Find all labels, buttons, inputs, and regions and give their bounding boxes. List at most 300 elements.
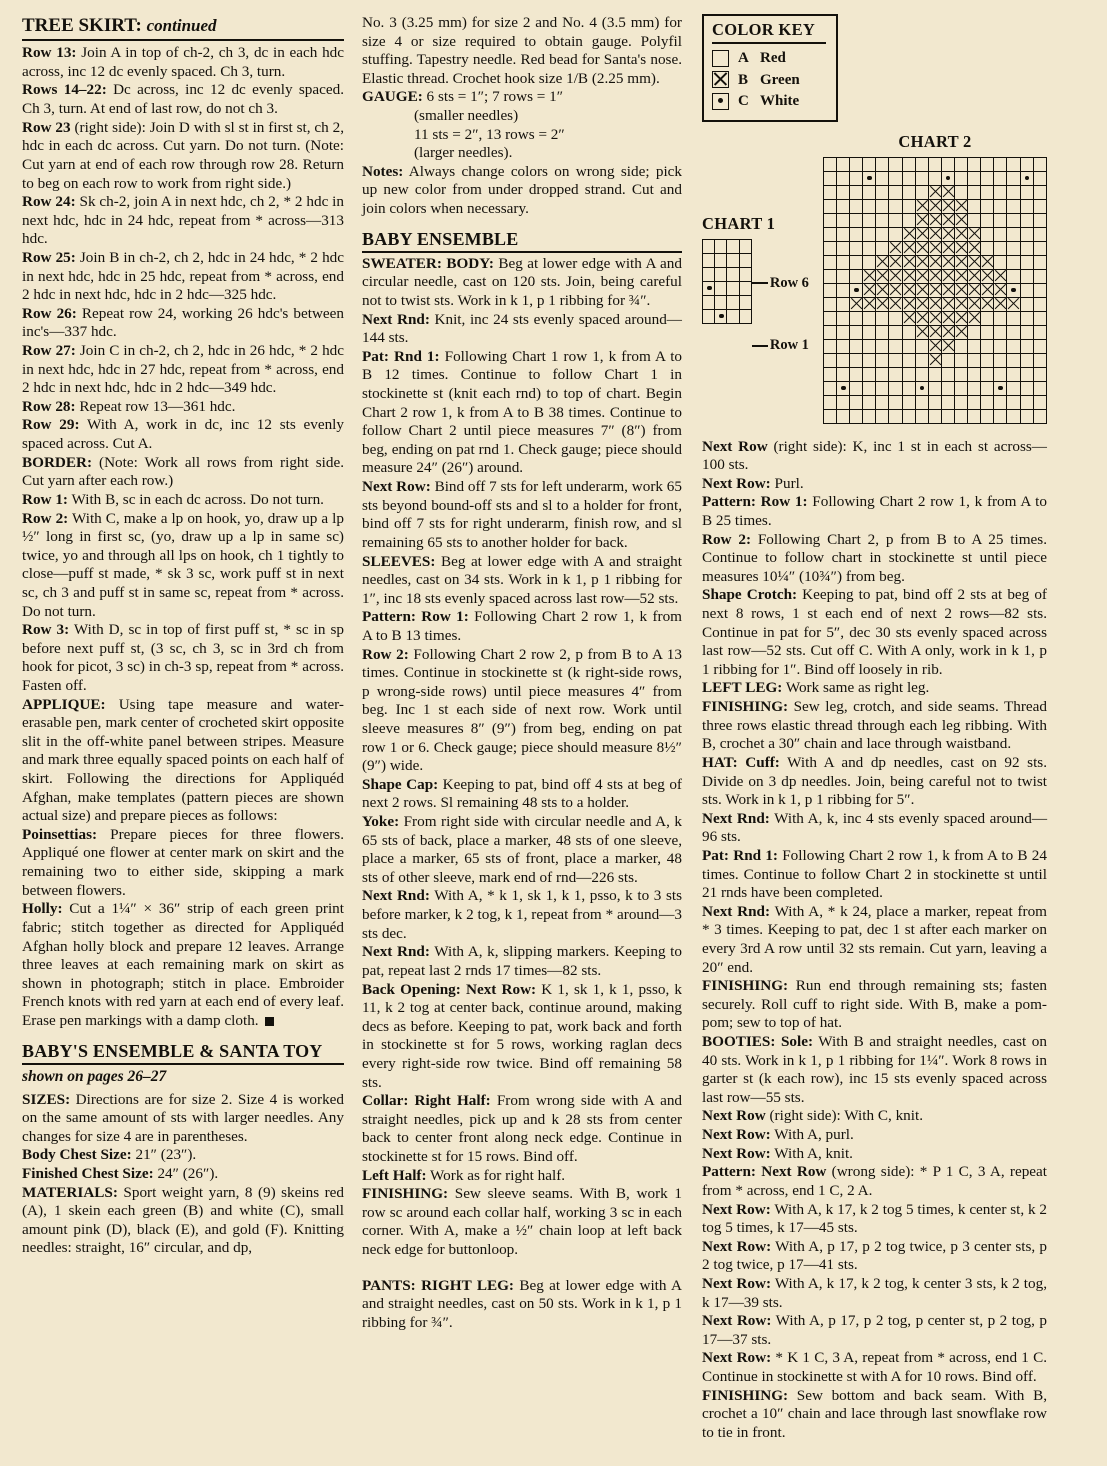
chart-cell-A — [941, 381, 954, 395]
chart-cell-B — [941, 297, 954, 311]
chart-cell-A — [1020, 185, 1033, 199]
paragraph — [362, 1277, 682, 1333]
chart-cell-A — [876, 171, 889, 185]
chart-cell-B — [928, 227, 941, 241]
chart-row — [823, 409, 1046, 423]
para-text: (right side): K, inc 1 st in each st across—100 sts. — [702, 437, 1047, 474]
chart-cell-A — [837, 199, 850, 213]
chart-cell-A — [823, 241, 836, 255]
chart-cell-A — [889, 227, 902, 241]
chart-cell-A — [968, 185, 981, 199]
chart-cell-A — [1033, 157, 1046, 171]
chart-cell-A — [715, 239, 727, 253]
chart-cell-B — [968, 311, 981, 325]
color-key-title: COLOR KEY — [712, 20, 826, 44]
chart-cell-C — [850, 283, 863, 297]
chart-cell-A — [1020, 409, 1033, 423]
para-label: SIZES: — [22, 1090, 71, 1108]
chart-cell-A — [1033, 283, 1046, 297]
chart-cell-A — [850, 157, 863, 171]
chart-cell-A — [889, 213, 902, 227]
chart-cell-A — [928, 157, 941, 171]
chart-cell-A — [850, 367, 863, 381]
chart-row — [823, 171, 1046, 185]
para-label: Shape Cap: — [362, 775, 439, 793]
chart-cell-B — [941, 255, 954, 269]
para-text: Join B in ch-2, ch 2, hdc in 24 hdc, * 2 hdc in next hdc, hdc in 25 hdc, repeat from * across, end 2 hdc in next hdc, hdc in 2 hdc—325 hdc. — [22, 248, 344, 304]
column-left — [22, 14, 358, 1466]
chart-cell-A — [1020, 157, 1033, 171]
chart-cell-B — [889, 297, 902, 311]
chart-cell-B — [928, 269, 941, 283]
chart-cell-B — [928, 241, 941, 255]
paragraph — [702, 586, 1047, 679]
paragraph — [702, 679, 1047, 698]
paragraph — [362, 646, 682, 776]
chart-cell-A — [1007, 367, 1020, 381]
chart-cell-A — [955, 157, 968, 171]
para-text: No. 3 (3.25 mm) for size 2 and No. 4 (3.5 mm) for size 4 or size required to obtain gauge. Polyfil stuffing. Tapestry needle. Red bead for Santa's nose. Elastic thread. Crochet hook size 1/B (2.25 mm). — [362, 14, 682, 87]
para-text: With A, p 17, p 2 tog, p center st, p 2 tog, p 17—37 sts. — [702, 1312, 1047, 1348]
para-label: Next Row — [702, 1107, 766, 1125]
chart-cell-A — [994, 227, 1007, 241]
chart-cell-A — [823, 339, 836, 353]
paragraph — [702, 754, 1047, 810]
chart-cell-A — [902, 409, 915, 423]
para-label: Finished Chest Size: — [22, 1165, 154, 1183]
para-label: Row 2: — [22, 509, 69, 527]
para-text: With A, k, slipping markers. Keeping to pat, repeat last 2 rnds 17 times—82 sts. — [362, 943, 682, 979]
chart-cell-A — [837, 339, 850, 353]
para-text: With D, sc in top of first puff st, * sc in sp before next puff st, (3 sc, ch 3, sc in 3rd ch from hook for picot, 3 sc) in ch-3 sp, repeat from * across. Fasten off. — [22, 621, 344, 694]
paragraph — [702, 1107, 1047, 1126]
chart-cell-A — [876, 367, 889, 381]
para-label: Yoke: — [362, 813, 400, 831]
chart-cell-A — [876, 311, 889, 325]
para-text: With A and dp needles, cast on 92 sts. Divide on 3 dp needles. Join, being careful not to twist sts. Work in k 1, p 1 ribbing for 5″. — [702, 753, 1047, 809]
chart-cell-B — [915, 241, 928, 255]
paragraph — [362, 887, 682, 943]
chart-cell-A — [889, 199, 902, 213]
chart-cell-B — [915, 311, 928, 325]
chart-cell-A — [889, 311, 902, 325]
chart-cell-A — [850, 227, 863, 241]
gauge-line: (smaller needles) — [414, 107, 519, 125]
paragraph — [362, 813, 682, 887]
chart-cell-A — [994, 241, 1007, 255]
chart-cell-A — [1033, 185, 1046, 199]
chart-cell-B — [863, 283, 876, 297]
para-text: Beg at lower edge with A and straight needles, cast on 50 sts. Work in k 1, p 1 ribbing for ¾″. — [362, 1276, 682, 1331]
paragraph — [702, 438, 1047, 475]
chart-cell-B — [955, 227, 968, 241]
para-label: Row 29: — [22, 416, 80, 434]
chart-cell-B — [941, 241, 954, 255]
chart-cell-A — [968, 199, 981, 213]
chart-cell-B — [915, 213, 928, 227]
paragraph — [22, 1091, 344, 1147]
chart-cell-B — [981, 283, 994, 297]
chart-cell-B — [955, 283, 968, 297]
chart-cell-A — [1033, 297, 1046, 311]
chart-cell-A — [703, 309, 715, 323]
chart-cell-B — [902, 227, 915, 241]
chart-cell-A — [1020, 227, 1033, 241]
chart-cell-A — [876, 381, 889, 395]
para-label: Collar: Right Half: — [362, 1092, 491, 1110]
para-text: Run end through remaining sts; fasten securely. Roll cuff to right side. With B, make a pom-pom; sew to top of hat. — [702, 977, 1047, 1032]
paragraph — [702, 847, 1047, 903]
chart2-grid — [823, 157, 1047, 424]
chart-cell-A — [837, 325, 850, 339]
para-text: Always change colors on wrong side; pick up new color from under dropped strand. Cut and join colors when necessary. — [362, 162, 682, 218]
chart-cell-A — [994, 171, 1007, 185]
chart-row — [823, 311, 1046, 325]
chart-cell-B — [955, 311, 968, 325]
para-text: With A, work in dc, inc 12 sts evenly spaced across. Cut A. — [22, 416, 344, 453]
chart-cell-B — [968, 241, 981, 255]
para-text: Sk ch-2, join A in next hdc, ch 2, * 2 hdc in next hdc, hdc in 24 hdc, repeat from * across—313 hdc. — [22, 193, 344, 248]
para-label: Row 2: — [702, 530, 751, 548]
chart-cell-B — [915, 199, 928, 213]
para-text: (right side): Join D with sl st in first st, ch 2, hdc in each dc across. Cut yarn. Do not turn. (Note: Cut yarn at end of each row through row 28. Return to beg on each row to work from right side.) — [22, 118, 344, 192]
chart-cell-A — [850, 185, 863, 199]
chart-cell-B — [850, 297, 863, 311]
para-text: Knit, inc 24 sts evenly spaced around—144 sts. — [362, 310, 682, 347]
chart-cell-A — [739, 281, 751, 295]
page-title-continued: continued — [146, 16, 217, 35]
para-label: Next Row: — [702, 1349, 772, 1367]
chart-row — [703, 281, 752, 295]
chart-cell-A — [837, 367, 850, 381]
chart-cell-A — [850, 325, 863, 339]
chart-cell-B — [955, 297, 968, 311]
chart-cell-A — [902, 353, 915, 367]
chart-cell-A — [1020, 381, 1033, 395]
chart-row — [823, 255, 1046, 269]
chart-cell-A — [994, 255, 1007, 269]
para-label: HAT: Cuff: — [702, 753, 780, 771]
para-label: FINISHING: — [702, 698, 789, 716]
chart-cell-B — [941, 199, 954, 213]
chart-cell-B — [889, 269, 902, 283]
para-text: Work same as right leg. — [782, 679, 930, 697]
chart-cell-B — [902, 269, 915, 283]
chart-row — [823, 381, 1046, 395]
paragraph — [362, 1167, 682, 1186]
chart-cell-B — [955, 241, 968, 255]
chart-cell-A — [1020, 199, 1033, 213]
para-label: Row 2: — [362, 645, 409, 663]
chart-cell-A — [915, 339, 928, 353]
chart-cell-A — [941, 409, 954, 423]
page-title — [22, 14, 344, 41]
paragraph — [702, 1312, 1047, 1349]
paragraph — [22, 249, 344, 305]
chart-cell-A — [850, 395, 863, 409]
chart-cell-A — [739, 309, 751, 323]
paragraph — [22, 621, 344, 695]
chart-cell-A — [727, 253, 739, 267]
para-label: Row 25: — [22, 248, 76, 266]
chart-cell-A — [727, 309, 739, 323]
chart-row — [823, 297, 1046, 311]
chart-cell-A — [994, 185, 1007, 199]
chart-cell-A — [1007, 269, 1020, 283]
chart-cell-A — [1033, 325, 1046, 339]
chart-cell-A — [876, 325, 889, 339]
row-label-text: Row 1 — [769, 336, 809, 353]
para-text: Repeat row 13—361 hdc. — [75, 397, 236, 415]
chart-cell-B — [941, 185, 954, 199]
chart-cell-B — [941, 227, 954, 241]
chart-cell-A — [837, 157, 850, 171]
chart-cell-B — [928, 339, 941, 353]
chart-cell-A — [941, 353, 954, 367]
chart-cell-B — [968, 255, 981, 269]
para-text: With A, * k 24, place a marker, repeat from * 3 times. Keeping to pat, dec 1 st after each marker on every 3rd A row until 32 sts remain. Cut yarn, leaving a 20″ end. — [702, 902, 1048, 976]
chart-cell-B — [968, 283, 981, 297]
chart-row — [823, 185, 1046, 199]
chart-cell-A — [955, 381, 968, 395]
chart-cell-A — [928, 367, 941, 381]
color-key-name: Green — [760, 71, 800, 88]
chart1-row1-label — [752, 337, 809, 355]
chart-cell-A — [863, 339, 876, 353]
chart-cell-A — [915, 395, 928, 409]
paragraph — [362, 608, 682, 645]
chart-row — [823, 199, 1046, 213]
paragraph — [22, 44, 344, 81]
para-label: Next Row: — [702, 1312, 772, 1330]
paragraph — [702, 1033, 1047, 1107]
para-label: APPLIQUE: — [22, 695, 106, 713]
chart-cell-A — [968, 353, 981, 367]
chart-cell-A — [955, 395, 968, 409]
chart-cell-A — [1020, 395, 1033, 409]
chart-cell-A — [981, 185, 994, 199]
chart-cell-A — [981, 367, 994, 381]
chart-cell-A — [902, 157, 915, 171]
chart-cell-C — [715, 309, 727, 323]
chart-cell-A — [850, 213, 863, 227]
section-heading-babys-ensemble: BABY'S ENSEMBLE & SANTA TOY — [22, 1040, 344, 1065]
chart-cell-A — [823, 395, 836, 409]
para-label: Next Row: — [702, 1144, 771, 1162]
para-text: K 1, sk 1, k 1, psso, k 11, k 2 tog at center back, continue around, making decs as before. Keeping to pat, work back and forth in stockinette st for 5 rows, working raglan decs every right-side row twice. Bind off remaining 58 sts. — [362, 980, 683, 1091]
chart-cell-A — [850, 339, 863, 353]
paragraph — [362, 255, 682, 311]
chart-cell-A — [902, 185, 915, 199]
chart-row — [703, 253, 752, 267]
chart-row — [823, 367, 1046, 381]
chart-cell-A — [981, 353, 994, 367]
chart-cell-B — [876, 297, 889, 311]
para-label: Next Row: — [702, 1126, 771, 1144]
paragraph — [22, 342, 344, 398]
chart2-block — [823, 132, 1047, 423]
chart-cell-C — [863, 171, 876, 185]
paragraph — [702, 1126, 1047, 1145]
chart-cell-A — [837, 395, 850, 409]
chart-cell-A — [968, 381, 981, 395]
paragraph — [362, 1092, 682, 1166]
chart-cell-B — [889, 255, 902, 269]
chart-cell-A — [941, 367, 954, 381]
para-text: * K 1 C, 3 A, repeat from * across, end 1 C. Continue in stockinette st with A for 10 rows. Bind off. — [702, 1349, 1047, 1385]
chart-cell-A — [994, 199, 1007, 213]
para-label: Next Rnd: — [362, 943, 430, 961]
chart-cell-A — [994, 395, 1007, 409]
chart-cell-A — [876, 353, 889, 367]
paragraph — [362, 88, 682, 107]
chart-cell-C — [1020, 171, 1033, 185]
chart-cell-A — [1033, 227, 1046, 241]
chart-cell-A — [1007, 227, 1020, 241]
paragraph — [362, 981, 682, 1093]
chart-cell-C — [941, 171, 954, 185]
chart-cell-A — [955, 171, 968, 185]
para-text: Directions are for size 2. Size 4 is worked on the same amount of sts with larger needles. Any changes for size 4 are in parentheses. — [22, 1090, 344, 1145]
column-right — [696, 14, 1047, 1466]
para-text: Keeping to pat, bind off 2 sts at beg of next 8 rows, 1 st each end of next 2 rows—82 sts. Continue in pat for 5″, dec 30 sts evenly spaced across last row—52 sts. Cut off C. With A only, work in k 1, p 1 ribbing for 1″. Bind off loosely in rib. — [702, 586, 1047, 678]
para-label: BOOTIES: Sole: — [702, 1033, 814, 1051]
chart-cell-A — [928, 395, 941, 409]
chart-cell-A — [1007, 353, 1020, 367]
para-label: MATERIALS: — [22, 1183, 118, 1201]
paragraph — [22, 119, 344, 193]
chart-cell-B — [876, 269, 889, 283]
chart-cell-B — [955, 325, 968, 339]
para-text: (wrong side): * P 1 C, 3 A, repeat from * across, end 1 C, 2 A. — [702, 1163, 1047, 1199]
para-label: FINISHING: — [702, 1386, 789, 1404]
chart-cell-B — [994, 269, 1007, 283]
chart-cell-A — [727, 239, 739, 253]
para-label: Pattern: Next Row — [702, 1163, 827, 1181]
chart-cell-A — [1033, 353, 1046, 367]
chart-cell-A — [823, 367, 836, 381]
paragraph — [22, 454, 344, 491]
chart-cell-B — [902, 241, 915, 255]
chart-cell-A — [981, 199, 994, 213]
chart-cell-B — [915, 227, 928, 241]
paragraph — [22, 1146, 344, 1165]
chart-row — [823, 325, 1046, 339]
chart-cell-B — [981, 269, 994, 283]
paragraph — [362, 776, 682, 813]
chart-cell-A — [955, 409, 968, 423]
para-label: Row 23 — [22, 118, 71, 136]
para-text: With A, k 17, k 2 tog 5 times, k center st, k 2 tog 5 times, k 17—45 sts. — [702, 1200, 1047, 1237]
chart-cell-A — [1007, 325, 1020, 339]
chart-cell-B — [928, 297, 941, 311]
chart-cell-A — [837, 283, 850, 297]
color-key-letter: B — [738, 71, 749, 88]
chart-cell-A — [823, 325, 836, 339]
chart-cell-A — [876, 185, 889, 199]
chart-cell-A — [981, 171, 994, 185]
para-label: Left Half: — [362, 1166, 427, 1184]
para-text: With A, k, inc 4 sts evenly spaced around—96 sts. — [702, 809, 1048, 846]
chart-cell-A — [994, 409, 1007, 423]
chart-cell-A — [981, 227, 994, 241]
para-text: Join C in ch-2, ch 2, hdc in 26 hdc, * 2 hdc in next hdc, hdc in 27 hdc, repeat from * across, end 2 hdc in next hdc, hdc in 2 hdc—349 hdc. — [22, 342, 344, 397]
chart-cell-A — [739, 239, 751, 253]
chart-cell-A — [902, 325, 915, 339]
chart-cell-A — [850, 353, 863, 367]
chart-cell-A — [837, 185, 850, 199]
chart-cell-B — [915, 297, 928, 311]
symbol-cross-icon — [712, 71, 729, 88]
chart1-title: CHART 1 — [702, 214, 776, 234]
chart-cell-A — [823, 269, 836, 283]
chart-cell-A — [1020, 325, 1033, 339]
chart-cell-C — [915, 381, 928, 395]
chart-cell-B — [915, 325, 928, 339]
para-text: 21″ (23″). — [131, 1146, 197, 1164]
chart-cell-A — [994, 157, 1007, 171]
chart-cell-A — [837, 241, 850, 255]
para-label: Next Rnd: — [362, 887, 430, 905]
paragraph — [702, 1238, 1047, 1275]
chart-cell-B — [928, 185, 941, 199]
chart-row — [823, 241, 1046, 255]
chart-cell-A — [837, 227, 850, 241]
chart-row — [823, 353, 1046, 367]
chart-cell-A — [994, 213, 1007, 227]
para-label: Back Opening: Next Row: — [362, 980, 537, 998]
para-text: From right side with circular needle and A, k 65 sts of back, place a marker, 48 sts of one sleeve, place a marker, 65 sts of front, place a marker, 48 sts of other sleeve, mark end of rnd—226 sts. — [362, 813, 682, 886]
chart-cell-A — [823, 157, 836, 171]
chart-cell-B — [889, 241, 902, 255]
color-key-box — [702, 14, 838, 122]
chart-cell-A — [889, 185, 902, 199]
para-text: With B, sc in each dc across. Do not turn. — [67, 490, 324, 508]
chart-cell-A — [955, 367, 968, 381]
chart-cell-A — [1007, 185, 1020, 199]
chart-cell-A — [850, 199, 863, 213]
chart-cell-B — [981, 297, 994, 311]
para-label: Next Rnd: — [362, 310, 430, 328]
paragraph — [702, 531, 1047, 587]
chart-cell-A — [941, 157, 954, 171]
para-label: Next Row — [702, 437, 768, 455]
chart-cell-A — [823, 213, 836, 227]
para-label: PANTS: RIGHT LEG: — [362, 1276, 514, 1294]
paragraph — [362, 553, 682, 609]
para-text: Beg at lower edge with A and circular needle, cast on 120 sts. Join, being careful not to twist sts. Work in k 1, p 1 ribbing for ¾″. — [362, 254, 682, 309]
chart-cell-A — [968, 409, 981, 423]
chart-cell-A — [863, 353, 876, 367]
chart-cell-B — [863, 269, 876, 283]
column-middle — [358, 14, 696, 1466]
para-label: Next Rnd: — [702, 809, 770, 827]
symbol-dot-icon — [712, 93, 729, 110]
chart-cell-A — [968, 339, 981, 353]
para-text: Following Chart 2 row 1, k from A to B 24 times. Continue to follow Chart 2 in stockinette st until 21 rnds have been completed. — [702, 846, 1047, 902]
paragraph — [702, 1201, 1047, 1238]
chart-cell-B — [902, 311, 915, 325]
para-text: Prepare pieces for three flowers. Appliqué one flower at center mark on skirt and the remaining two to either side, skipping a mark between flowers. — [22, 825, 344, 899]
chart-cell-A — [1007, 241, 1020, 255]
chart-cell-B — [915, 283, 928, 297]
paragraph — [702, 1349, 1047, 1386]
chart-cell-A — [837, 171, 850, 185]
chart-row — [823, 283, 1046, 297]
chart-cell-A — [823, 171, 836, 185]
chart-cell-B — [955, 213, 968, 227]
chart-cell-A — [1020, 269, 1033, 283]
